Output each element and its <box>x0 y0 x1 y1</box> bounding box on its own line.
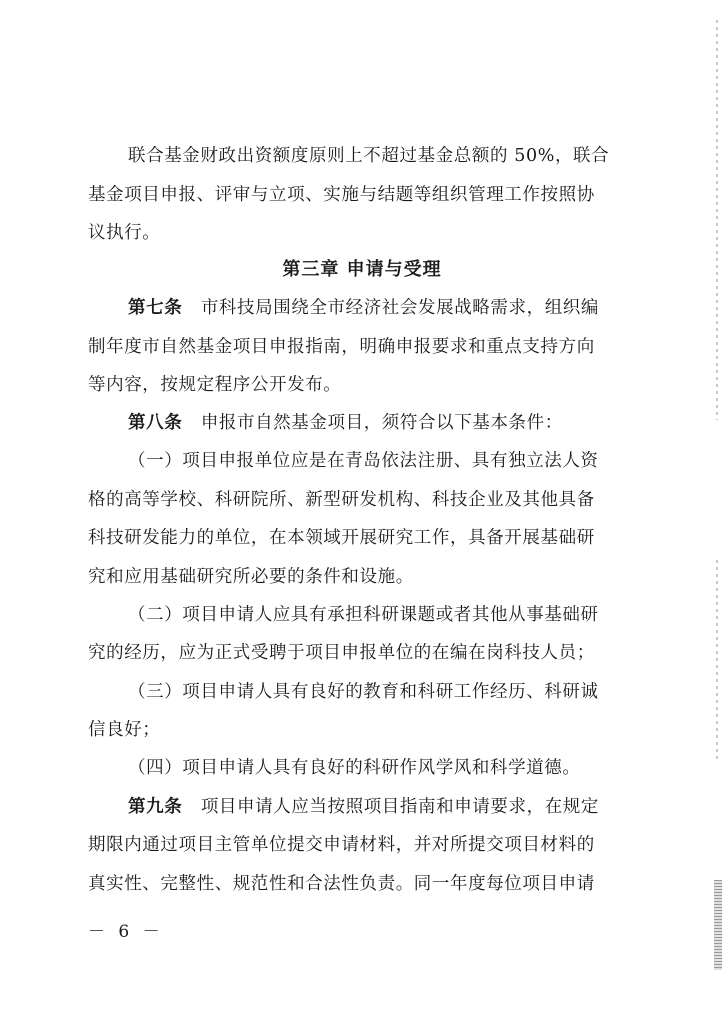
intro-line-3: 议执行。 <box>88 223 161 243</box>
article9-text-1: 项目申请人应当按照项目指南和申请要求，在规定 <box>200 797 600 817</box>
article8-item1-line-1: （一）项目申报单位应是在青岛依法注册、具有独立法人资 <box>128 451 599 471</box>
article8-item2-line-2: 究的经历，应为正式受聘于项目申报单位的在编在岗科技人员； <box>88 643 595 663</box>
article7-line-1 <box>128 296 599 320</box>
article8-label: 第八条 <box>128 413 183 433</box>
intro-line-2: 基金项目申报、评审与立项、实施与结题等组织管理工作按照协 <box>88 185 595 205</box>
chapter-title: 第三章 申请与受理 <box>282 259 442 280</box>
article7-label: 第七条 <box>128 298 183 318</box>
scan-edge-bar <box>714 880 722 970</box>
article8-text-1: 申报市自然基金项目，须符合以下基本条件： <box>200 413 563 433</box>
scan-edge-mark-top <box>716 20 718 420</box>
article8-item3-line-1: （三）项目申请人具有良好的教育和科研工作经历、科研诚 <box>128 682 599 702</box>
scan-edge-mark-middle <box>716 560 718 760</box>
article9-line-1 <box>128 795 599 819</box>
article7-text-1: 市科技局围绕全市经济社会发展战略需求，组织编 <box>200 298 600 318</box>
article9-line-2: 期限内通过项目主管单位提交申请材料，并对所提交项目材料的 <box>88 835 595 855</box>
intro-line-1: 联合基金财政出资额度原则上不超过基金总额的 50%，联合 <box>128 146 610 166</box>
article8-item1-line-3: 科技研发能力的单位，在本领域开展研究工作，具备开展基础研 <box>88 528 595 548</box>
article8-line-1 <box>128 411 563 435</box>
page-number: － 6 － <box>88 922 164 942</box>
article9-label: 第九条 <box>128 797 183 817</box>
article8-item1-line-4: 究和应用基础研究所必要的条件和设施。 <box>88 567 414 587</box>
article8-item3-line-2: 信良好； <box>88 720 161 740</box>
article8-item1-line-2: 格的高等学校、科研院所、新型研发机构、科技企业及其他具备 <box>88 490 595 510</box>
article8-item4-line-1: （四）项目申请人具有良好的科研作风学风和科学道德。 <box>128 758 581 778</box>
article9-line-3: 真实性、完整性、规范性和合法性负责。同一年度每位项目申请 <box>88 874 595 894</box>
article7-line-2: 制年度市自然基金项目申报指南，明确申报要求和重点支持方向 <box>88 337 595 357</box>
article8-item2-line-1: （二）项目申请人应具有承担科研课题或者其他从事基础研 <box>128 605 599 625</box>
article7-line-3: 等内容，按规定程序公开发布。 <box>88 375 342 395</box>
